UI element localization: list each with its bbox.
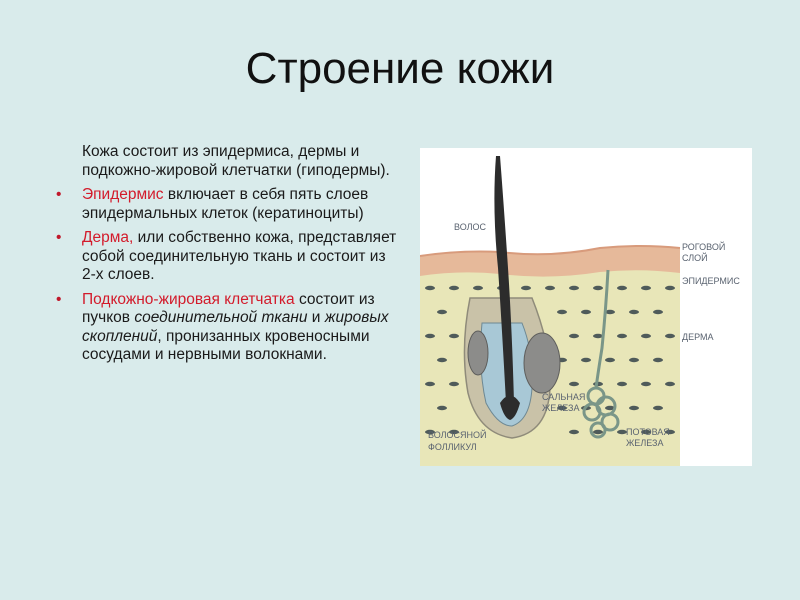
label-dermis: ДЕРМА <box>682 332 714 342</box>
dermal-cell <box>629 310 639 314</box>
dermal-cell <box>641 382 651 386</box>
dermal-cell <box>569 334 579 338</box>
slide-text <box>56 143 401 371</box>
label-stratum-1: РОГОВОЙ <box>682 242 726 252</box>
bullet-dermis <box>56 229 401 285</box>
bullet-epidermis <box>56 186 401 223</box>
term-hypodermis: Подкожно-жировая клетчатка <box>82 290 295 308</box>
bullet-text: состоит из пучков <box>82 290 375 326</box>
bullet-text: или собственно кожа, представляет собой соединительную ткань и состоит из 2-х слоев. <box>82 229 397 283</box>
dermal-cell <box>437 358 447 362</box>
dermal-cell <box>641 286 651 290</box>
bullet-text: , пронизанных кровеносными сосудами и нервными волокнами. <box>82 327 370 363</box>
dermal-cell <box>437 310 447 314</box>
dermal-cell <box>665 334 675 338</box>
dermal-cell <box>581 310 591 314</box>
dermal-cell <box>653 358 663 362</box>
dermal-cell <box>629 406 639 410</box>
dermal-cell <box>653 406 663 410</box>
slide-title: Строение кожи <box>245 44 555 93</box>
dermal-cell <box>521 286 531 290</box>
dermal-cell <box>545 286 555 290</box>
dermal-cell <box>449 382 459 386</box>
label-sweat-1: ПОТОВАЯ <box>626 427 670 437</box>
dermal-cell <box>593 430 603 434</box>
skin-diagram <box>420 148 752 466</box>
intro-paragraph: Кожа состоит из эпидермиса, дермы и подкожно-жировой клетчатки (гиподермы). <box>82 143 390 179</box>
dermal-cell <box>617 382 627 386</box>
bullet-dot-icon: • <box>56 229 62 246</box>
dermal-cell <box>605 358 615 362</box>
dermal-cell <box>665 382 675 386</box>
dermal-cell <box>425 382 435 386</box>
dermal-cell <box>569 286 579 290</box>
term-dermis: Дерма, <box>82 229 134 246</box>
bullet-hypodermis <box>56 291 401 365</box>
label-follicle-1: ВОЛОСЯНОЙ <box>428 430 487 440</box>
dermal-cell <box>617 334 627 338</box>
dermal-cell <box>653 310 663 314</box>
dermal-cell <box>569 430 579 434</box>
dermal-cell <box>593 334 603 338</box>
label-sebaceous-1: САЛЬНАЯ <box>542 392 586 402</box>
label-follicle-2: ФОЛЛИКУЛ <box>428 442 477 452</box>
dermal-cell <box>665 286 675 290</box>
term-epidermis: Эпидермис <box>82 186 164 203</box>
dermal-cell <box>617 286 627 290</box>
label-sweat-2: ЖЕЛЕЗА <box>626 438 664 448</box>
bullet-dot-icon: • <box>56 290 62 308</box>
dermal-cell <box>557 310 567 314</box>
dermal-cell <box>641 334 651 338</box>
dermal-cell <box>593 286 603 290</box>
label-hair: ВОЛОС <box>454 222 487 232</box>
label-epidermis: ЭПИДЕРМИС <box>682 276 740 286</box>
bullet-list <box>56 186 401 365</box>
dermal-cell <box>581 358 591 362</box>
dermal-cell <box>569 382 579 386</box>
bullet-dot-icon: • <box>56 186 62 203</box>
dermal-cell <box>473 286 483 290</box>
bullet-text: включает в себя пять слоев эпидермальных клеток (кератиноциты) <box>82 186 369 222</box>
label-sebaceous-2: ЖЕЛЕЗА <box>542 403 580 413</box>
label-stratum-2: СЛОЙ <box>682 253 708 263</box>
dermal-cell <box>449 334 459 338</box>
dermal-cell <box>425 334 435 338</box>
italic-connective: соединительной ткани <box>134 309 308 326</box>
dermal-cell <box>629 358 639 362</box>
bullet-text: и <box>307 309 325 326</box>
dermal-cell <box>437 406 447 410</box>
dermal-cell <box>425 286 435 290</box>
skin-structure-illustration <box>420 148 752 466</box>
dermal-cell <box>449 286 459 290</box>
sebaceous-gland <box>524 333 560 393</box>
italic-fat: жировых скоплений <box>82 309 389 345</box>
